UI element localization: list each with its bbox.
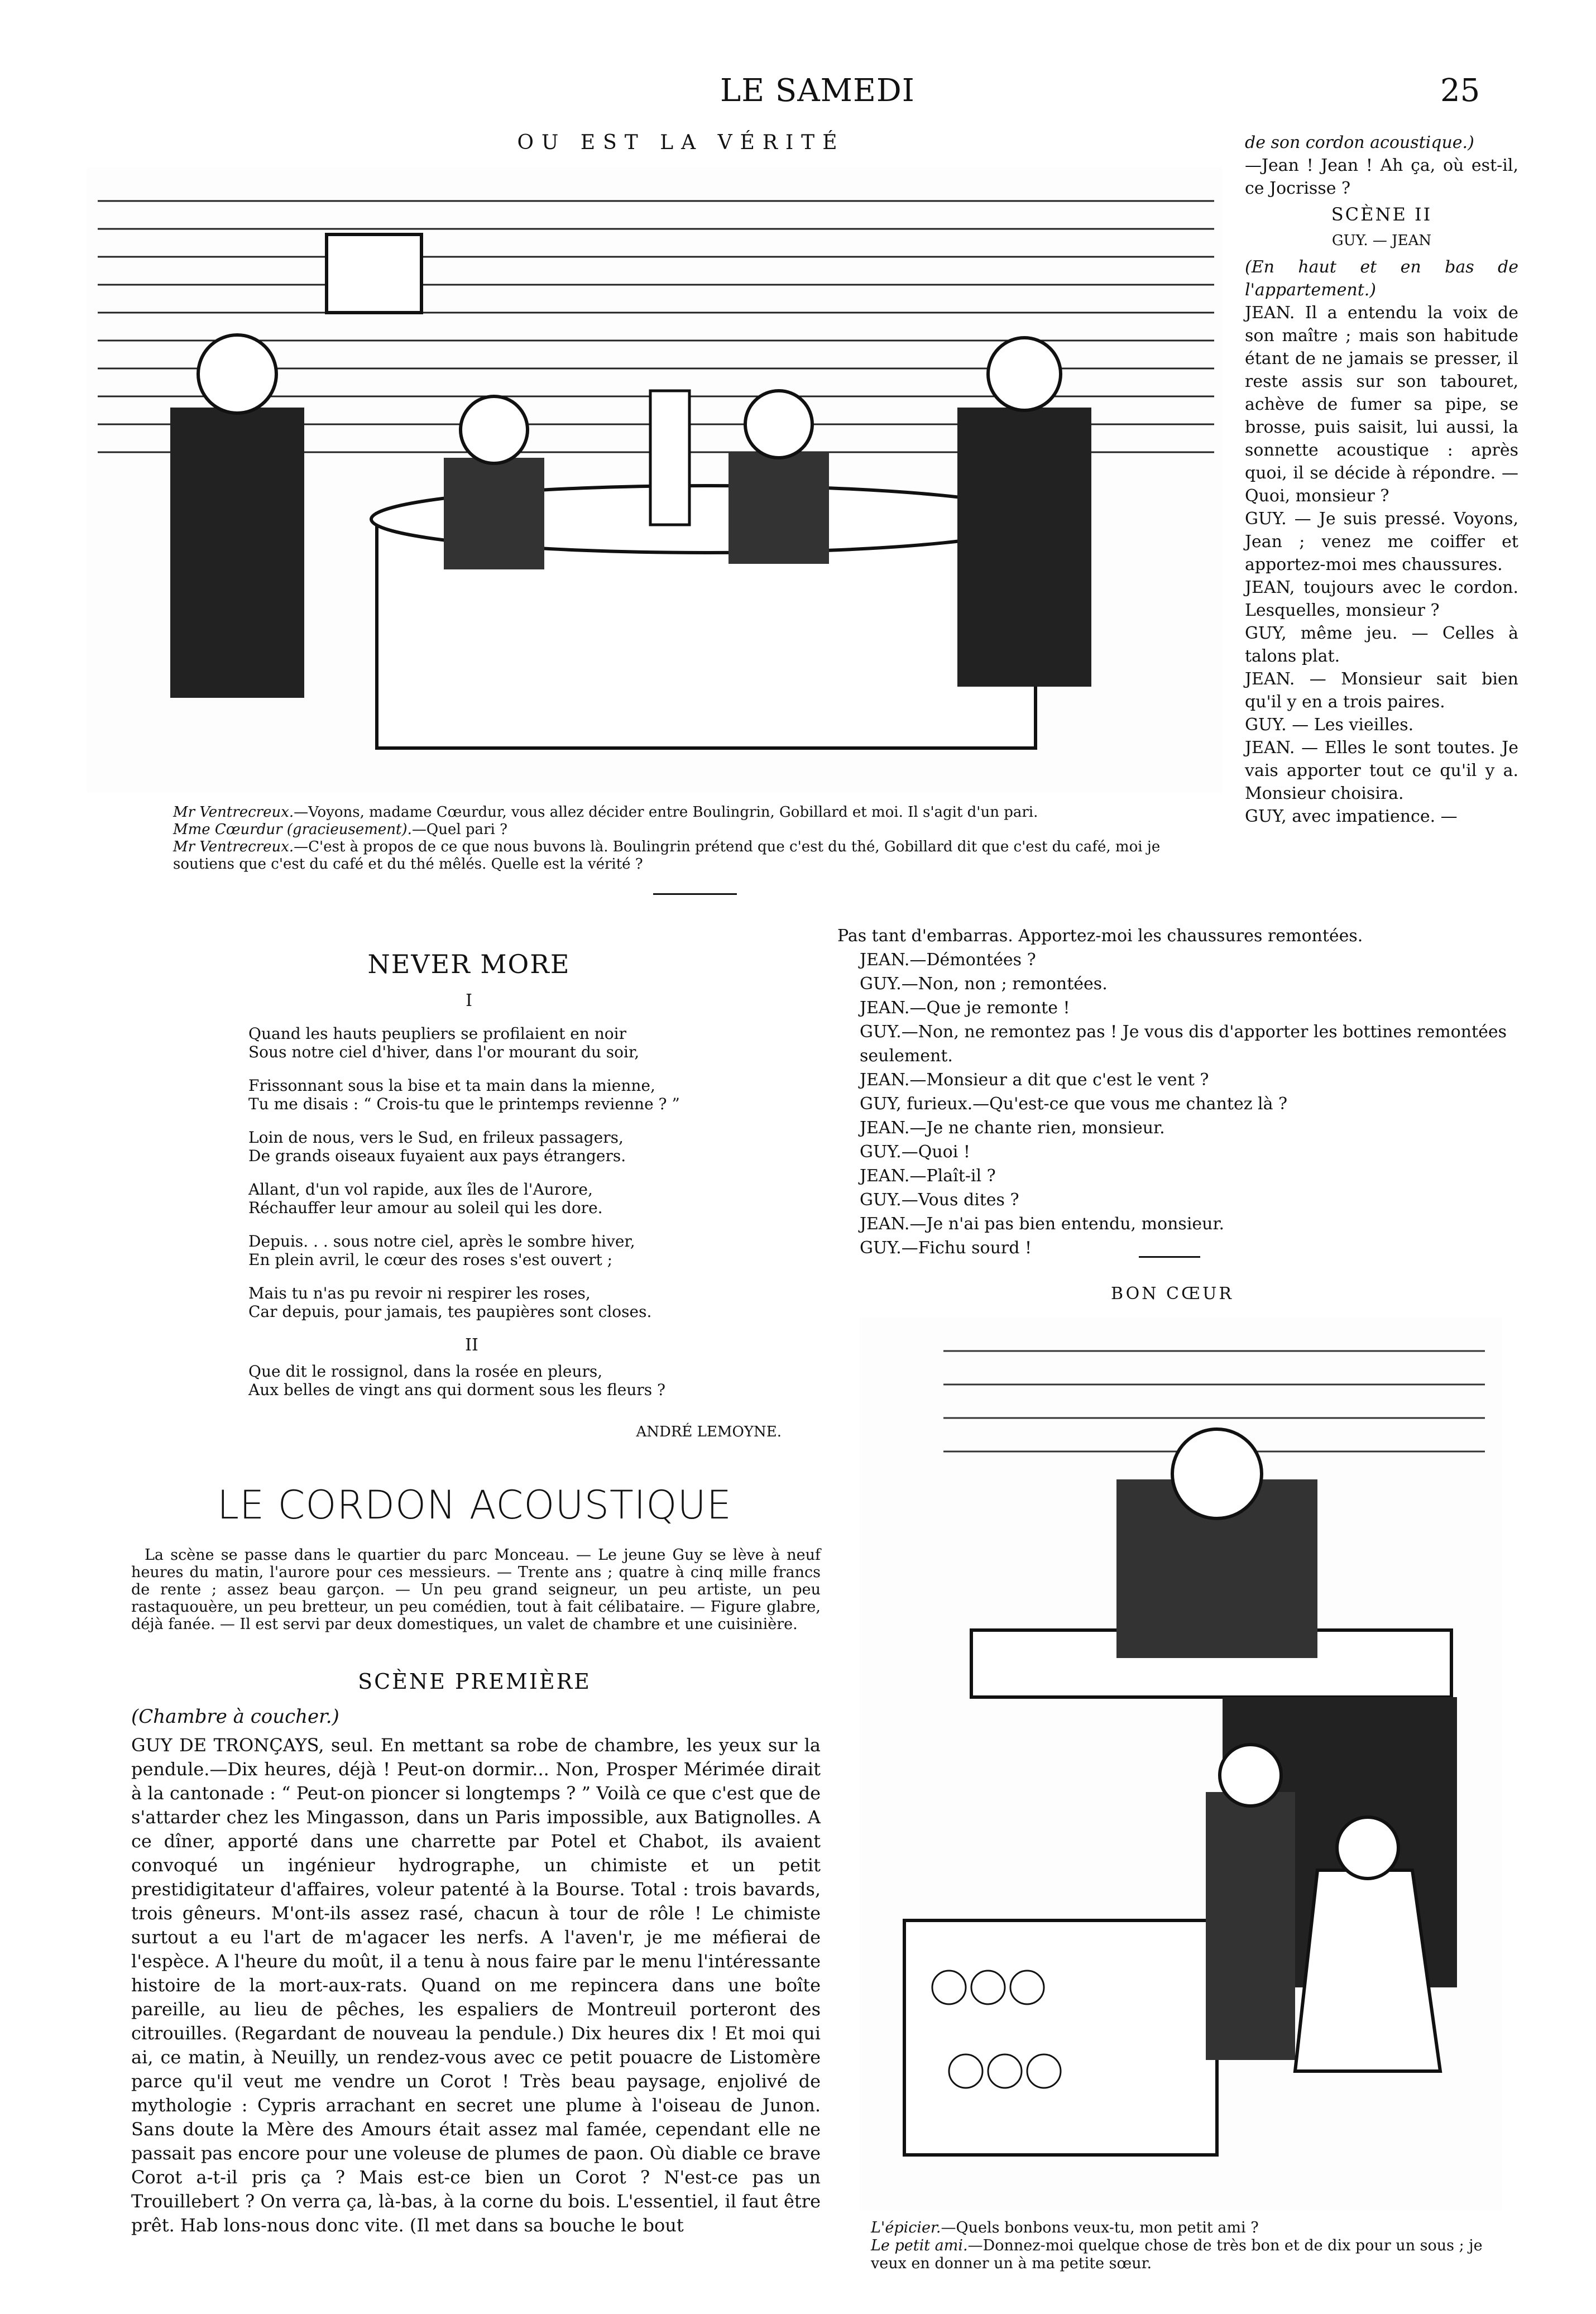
poem-line: Tu me disais : “ Crois-tu que le printemps revienne ? ” bbox=[248, 1095, 680, 1113]
dialogue-line: GUY.—Non, ne remontez pas ! Je vous dis d'apporter les bottines remontées seulement. bbox=[860, 1022, 1507, 1066]
poem-line: Frissonnant sous la bise et ta main dans la mienne, bbox=[248, 1076, 655, 1095]
illustration-bottom-title: BON CŒUR bbox=[1111, 1284, 1234, 1304]
dialogue-line: GUY.—Fichu sourd ! bbox=[860, 1238, 1032, 1258]
dialogue-line: JEAN.—Plaît-il ? bbox=[860, 1166, 996, 1186]
dialogue-line: JEAN.—Que je remonte ! bbox=[860, 998, 1070, 1018]
scene2-cast: GUY. — JEAN bbox=[1331, 232, 1432, 249]
page-number: 25 bbox=[1440, 73, 1480, 109]
caption-text: —Voyons, madame Cœurdur, vous allez décider entre Boulingrin, Gobillard et moi. Il s'agit d'un pari. bbox=[294, 804, 1038, 821]
poem-line: Aux belles de vingt ans qui dorment sous les fleurs ? bbox=[248, 1381, 666, 1399]
poem-author: ANDRÉ LEMOYNE. bbox=[636, 1424, 782, 1440]
illustration-bottom-captions bbox=[871, 2219, 1513, 2273]
poem-line: Depuis. . . sous notre ciel, après le sombre hiver, bbox=[248, 1232, 635, 1251]
caption-line bbox=[173, 839, 1223, 873]
right-paragraph: JEAN. — Elles le sont toutes. Je vais apporter tout ce qu'il y a. Monsieur choisira. bbox=[1245, 738, 1518, 803]
right-paragraph: GUY, avec impatience. — bbox=[1245, 807, 1458, 826]
dialogue-line: JEAN.—Démontées ? bbox=[860, 950, 1036, 970]
poem-line: Que dit le rossignol, dans la rosée en pleurs, bbox=[248, 1362, 603, 1381]
poem-stanza bbox=[248, 1284, 807, 1321]
dialogue-block bbox=[837, 924, 1518, 1260]
caption-line bbox=[173, 821, 1223, 839]
poem-body bbox=[248, 1024, 807, 1414]
dialogue-line: GUY.—Non, non ; remontées. bbox=[860, 974, 1108, 994]
grocer-illustration bbox=[860, 1318, 1502, 2211]
caption-speaker: Mr Ventrecreux. bbox=[173, 804, 294, 821]
dialogue-line: JEAN.—Je n'ai pas bien entendu, monsieur. bbox=[860, 1214, 1225, 1234]
poem-line: Allant, d'un vol rapide, aux îles de l'Aurore, bbox=[248, 1180, 593, 1199]
dialogue-line: JEAN.—Je ne chante rien, monsieur. bbox=[860, 1118, 1165, 1138]
caption-line bbox=[173, 804, 1223, 821]
poem-stanza bbox=[248, 1024, 807, 1061]
article-intro: La scène se passe dans le quartier du parc Monceau. — Le jeune Guy se lève à neuf heures du matin, l'aurore pour ces messieurs. — Trente ans ; quatre à cinq mille francs de rente ; assez beau garçon. — Un peu grand seigneur, un peu artiste, un peu rastaquouère, un peu bretteur, un peu comédien, tout à fait célibataire. — Figure glabre, déjà fanée. — Il est servi par deux domestiques, un valet de chambre et une cuisinière. bbox=[131, 1546, 821, 1633]
running-header bbox=[0, 73, 1596, 117]
caption-speaker: Mme Cœurdur (gracieusement). bbox=[173, 821, 412, 838]
divider bbox=[1139, 1256, 1200, 1258]
journal-title: LE SAMEDI bbox=[720, 73, 915, 109]
poem-line: Mais tu n'as pu revoir ni respirer les roses, bbox=[248, 1284, 591, 1302]
divider bbox=[653, 893, 737, 895]
caption-text: —Donnez-moi quelque chose de très bon et de dix pour un sous ; je veux en donner un à ma petite sœur. bbox=[871, 2237, 1483, 2272]
right-paragraph: GUY, même jeu. — Celles à talons plat. bbox=[1245, 624, 1518, 666]
poem-part-1: I bbox=[466, 991, 472, 1010]
right-paragraph: JEAN. — Monsieur sait bien qu'il y en a trois paires. bbox=[1245, 669, 1518, 712]
poem-line: Quand les hauts peupliers se profilaient en noir bbox=[248, 1024, 626, 1043]
right-paragraph: JEAN. Il a entendu la voix de son maître ; mais son habitude étant de ne jamais se presser, il reste assis sur son tabouret, achève de fumer sa pipe, se brosse, puis saisit, lui aussi, la sonnette acoustique : après quoi, il se décide à répondre. — Quoi, monsieur ? bbox=[1245, 303, 1518, 506]
article-body: GUY DE TRONÇAYS, seul. En mettant sa robe de chambre, les yeux sur la pendule.—Dix heures, déjà ! Peut-on dormir... Non, Prosper Mérimée dirait à la cantonade : “ Peut-on pioncer si longtemps ? ” Voilà ce que c'est que de s'attarder chez les Mingasson, dans un Paris impossible, aux Batignolles. A ce dîner, apporté dans une charrette par Potel et Chabot, ils avaient convoqué un ingénieur hydrographe, un chimiste et un petit prestidigitateur d'affaires, voleur patenté à la Bourse. Total : trois bavards, trois gêneurs. M'ont-ils assez rasé, chacun à tour de rôle ! Le chimiste surtout a eu l'art de m'agacer les nerfs. A l'aven'r, je me méfierai de l'espèce. A l'heure du moût, il a tenu à nous faire par le menu l'intéressante histoire de la mort-aux-rats. Quand on me repincera dans une boîte pareille, au lieu de pêches, les espaliers de Montreuil porteront des citrouilles. (Regardant de nouveau la pendule.) Dix heures dix ! Et moi qui ai, ce matin, à Neuilly, un rendez-vous avec ce petit pouacre de Listomère parce qu'il veut me vendre un Corot ! Très beau paysage, enjolivé de mythologie : Cypris arrachant en secret une plume à l'oiseau de Junon. Sans doute la Mère des Amours était assez mal famée, cependant elle ne passait pas encore pour une voleuse de plumes de paon. Où diable ce brave Corot a-t-il pris ça ? Mais est-ce bien un Corot ? N'est-ce pas un Trouillebert ? On verra ça, là-bas, à la corne du bois. L'essentiel, il faut être prêt. Hab lons-nous donc vite. (Il met dans sa bouche le bout bbox=[131, 1735, 821, 2236]
right-paragraph: (En haut et en bas de l'appartement.) bbox=[1245, 257, 1518, 300]
caption-text: —Quels bonbons veux-tu, mon petit ami ? bbox=[941, 2219, 1259, 2236]
right-column bbox=[1245, 131, 1518, 828]
dialogue-line: GUY, furieux.—Qu'est-ce que vous me chantez là ? bbox=[860, 1094, 1288, 1114]
dialogue-line: Pas tant d'embarras. Apportez-moi les chaussures remontées. bbox=[837, 926, 1363, 946]
dinner-illustration bbox=[87, 167, 1223, 793]
grocer-scene-drawing bbox=[860, 1318, 1502, 2211]
caption-text: —Quel pari ? bbox=[411, 821, 508, 838]
poem-stanza bbox=[248, 1362, 807, 1399]
right-paragraph: JEAN, toujours avec le cordon. Lesquelles, monsieur ? bbox=[1245, 578, 1518, 620]
scene1-title: SCÈNE PREMIÈRE bbox=[358, 1669, 591, 1694]
poem-stanza bbox=[248, 1128, 807, 1165]
right-paragraph: GUY. — Je suis pressé. Voyons, Jean ; venez me coiffer et apportez-moi mes chaussures. bbox=[1245, 509, 1518, 574]
caption-line bbox=[871, 2219, 1513, 2237]
dialogue-line: GUY.—Quoi ! bbox=[860, 1142, 970, 1162]
right-paragraph: GUY. — Les vieilles. bbox=[1245, 715, 1414, 735]
right-line: de son cordon acoustique.) bbox=[1245, 133, 1474, 152]
poem-line: De grands oiseaux fuyaient aux pays étrangers. bbox=[248, 1147, 626, 1165]
caption-line bbox=[871, 2237, 1513, 2273]
right-line: —Jean ! Jean ! Ah ça, où est-il, ce Jocrisse ? bbox=[1245, 156, 1518, 198]
poem-line: Car depuis, pour jamais, tes paupières sont closes. bbox=[248, 1302, 652, 1321]
poem-stanza bbox=[248, 1076, 807, 1113]
article-title: LE CORDON ACOUSTIQUE bbox=[217, 1482, 732, 1528]
caption-speaker: Mr Ventrecreux. bbox=[173, 839, 294, 855]
caption-text: —C'est à propos de ce que nous buvons là. Boulingrin prétend que c'est du thé, Gobillard dit que c'est du café, moi je soutiens que c'est du café et du thé mêlés. Quelle est la vérité ? bbox=[173, 839, 1161, 873]
caption-speaker: L'épicier. bbox=[871, 2219, 941, 2236]
poem-line: Sous notre ciel d'hiver, dans l'or mourant du soir, bbox=[248, 1043, 640, 1061]
poem-stanza bbox=[248, 1232, 807, 1269]
illustration-top-captions bbox=[173, 804, 1223, 873]
scene2-title: SCÈNE II bbox=[1331, 204, 1432, 225]
illustration-top-title: OU EST LA VÉRITÉ bbox=[517, 131, 845, 154]
dinner-scene-drawing bbox=[87, 167, 1223, 793]
poem-line: En plein avril, le cœur des roses s'est ouvert ; bbox=[248, 1251, 613, 1269]
scene1-stage-direction: (Chambre à coucher.) bbox=[131, 1705, 339, 1728]
poem-stanza bbox=[248, 1180, 807, 1217]
caption-speaker: Le petit ami. bbox=[871, 2237, 968, 2254]
poem-line: Réchauffer leur amour au soleil qui les dore. bbox=[248, 1199, 603, 1217]
poem-part-2: II bbox=[465, 1335, 478, 1355]
dialogue-line: JEAN.—Monsieur a dit que c'est le vent ? bbox=[860, 1070, 1209, 1090]
poem-title: NEVER MORE bbox=[367, 949, 571, 979]
poem-line: Loin de nous, vers le Sud, en frileux passagers, bbox=[248, 1128, 624, 1147]
dialogue-line: GUY.—Vous dites ? bbox=[860, 1190, 1019, 1210]
